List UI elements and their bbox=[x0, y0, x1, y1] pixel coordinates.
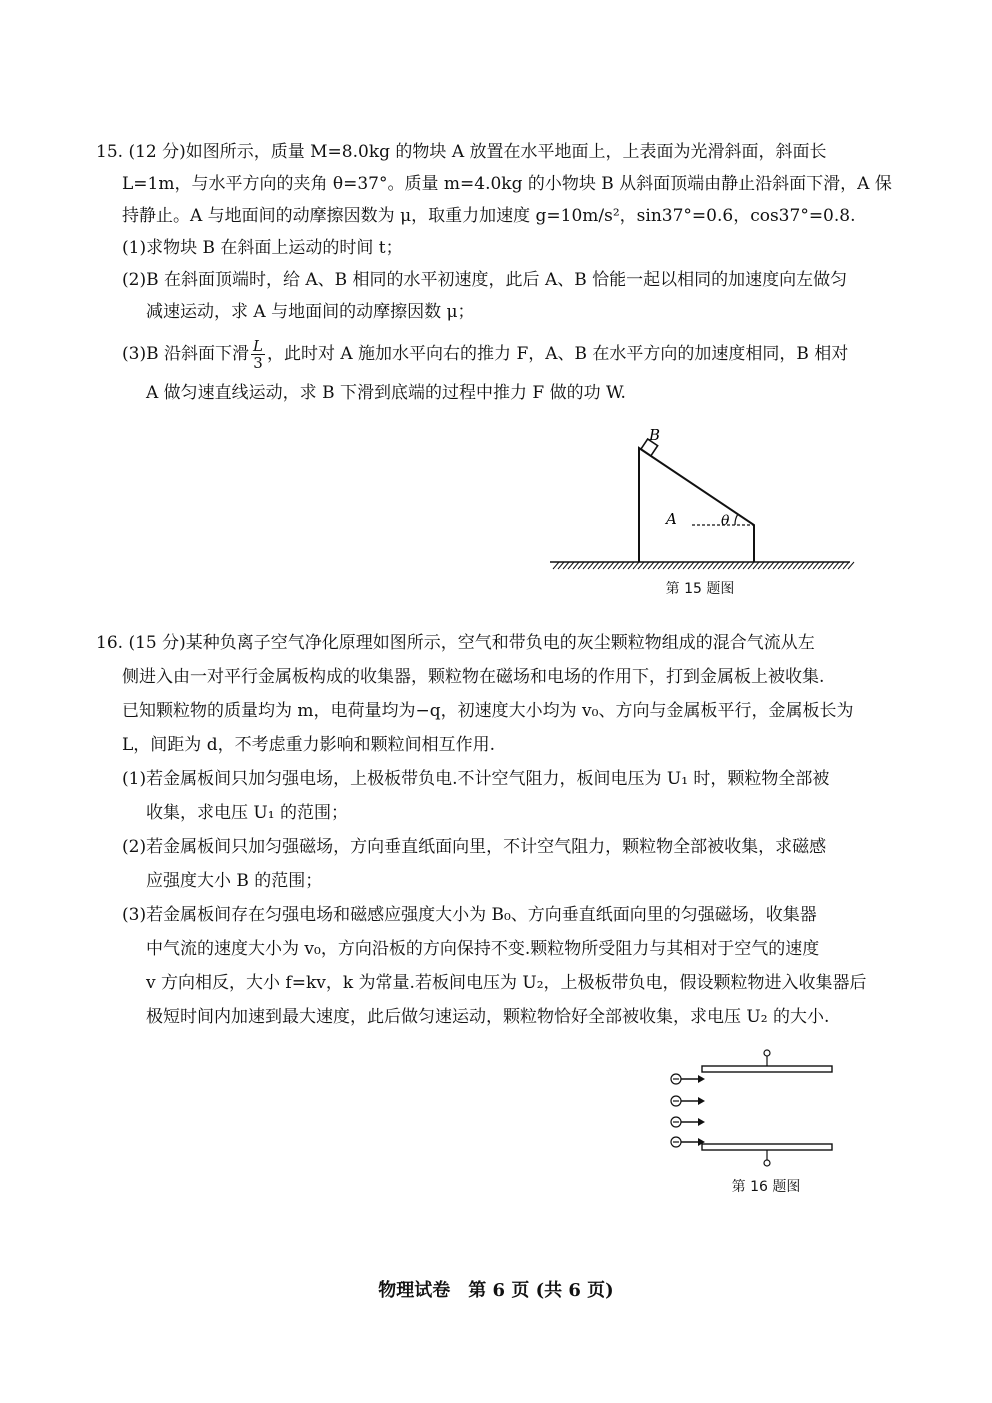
hatch-line bbox=[798, 562, 804, 569]
hatch-line bbox=[808, 562, 814, 569]
q15-part-3a bbox=[96, 338, 896, 371]
particle-row-2 bbox=[671, 1096, 705, 1106]
block-a-outline bbox=[639, 448, 754, 562]
hatch-line bbox=[713, 562, 719, 569]
hatch-line bbox=[703, 562, 709, 569]
hatch-line bbox=[833, 562, 839, 569]
hatch-line bbox=[788, 562, 794, 569]
hatch-line bbox=[823, 562, 829, 569]
question-16 bbox=[96, 626, 896, 1034]
hatch-line bbox=[778, 562, 784, 569]
hatch-line bbox=[558, 562, 564, 569]
particle-row-4 bbox=[671, 1137, 705, 1147]
q15-line-1: 15. (12 分)如图所示，质量 M=8.0kg 的物块 A 放置在水平地面上，上表面为光滑斜面，斜面长 bbox=[96, 142, 827, 162]
figure-16-collector bbox=[660, 1044, 850, 1174]
hatch-line bbox=[628, 562, 634, 569]
q15-part-1: (1)求物块 B 在斜面上运动的时间 t； bbox=[122, 238, 403, 258]
hatch-line bbox=[748, 562, 754, 569]
hatch-line bbox=[698, 562, 704, 569]
hatch-line bbox=[838, 562, 844, 569]
hatch-line bbox=[598, 562, 604, 569]
upper-plate bbox=[702, 1050, 832, 1072]
q16-line-3: 已知颗粒物的质量均为 m，电荷量均为−q，初速度大小均为 v₀、方向与金属板平行，金属板长为 bbox=[122, 701, 854, 721]
hatch-line bbox=[618, 562, 624, 569]
hatch-line bbox=[813, 562, 819, 569]
q16-part-2a: (2)若金属板间只加匀强磁场，方向垂直纸面向里，不计空气阻力，颗粒物全部被收集，求磁感 bbox=[122, 837, 827, 857]
hatch-line bbox=[663, 562, 669, 569]
hatch-line bbox=[603, 562, 609, 569]
page-footer: 物理试卷 第 6 页 (共 6 页) bbox=[378, 1280, 614, 1301]
q16-line-4: L，间距为 d，不考虑重力影响和颗粒间相互作用. bbox=[122, 735, 495, 755]
hatch-line bbox=[563, 562, 569, 569]
hatch-line bbox=[723, 562, 729, 569]
hatch-line bbox=[658, 562, 664, 569]
hatch-line bbox=[768, 562, 774, 569]
hatch-line bbox=[673, 562, 679, 569]
hatch-line bbox=[693, 562, 699, 569]
label-theta: θ bbox=[721, 513, 730, 529]
figure-16-caption: 第 16 题图 bbox=[731, 1179, 801, 1195]
hatch-line bbox=[668, 562, 674, 569]
hatch-line bbox=[638, 562, 644, 569]
q16-part-3d: 极短时间内加速到最大速度，此后做匀速运动，颗粒物恰好全部被收集，求电压 U₂ 的大小. bbox=[146, 1007, 830, 1027]
q16-line-1: 16. (15 分)某种负离子空气净化原理如图所示，空气和带负电的灰尘颗粒物组成的混合气流从左 bbox=[96, 633, 815, 653]
q15-part-2b: 减速运动，求 A 与地面间的动摩擦因数 μ； bbox=[146, 302, 475, 322]
hatch-line bbox=[643, 562, 649, 569]
q15-part-3b: A 做匀速直线运动，求 B 下滑到底端的过程中推力 F 做的功 W. bbox=[146, 383, 626, 403]
fraction-l-over-3 bbox=[251, 338, 265, 371]
hatch-line bbox=[608, 562, 614, 569]
hatch-line bbox=[743, 562, 749, 569]
q16-part-3c: v 方向相反，大小 f=kv，k 为常量.若板间电压为 U₂，上极板带负电，假设颗粒物进入收集器后 bbox=[146, 973, 867, 993]
q15-part-3-prefix: (3)B 沿斜面下滑 bbox=[122, 344, 249, 364]
hatch-line bbox=[688, 562, 694, 569]
q16-part-2b: 应强度大小 B 的范围； bbox=[146, 871, 323, 891]
hatch-line bbox=[733, 562, 739, 569]
figure-15-caption: 第 15 题图 bbox=[665, 581, 735, 597]
q16-part-1a: (1)若金属板间只加匀强电场，上极板带负电.不计空气阻力，板间电压为 U₁ 时，颗粒物全部被 bbox=[122, 769, 830, 789]
hatch-line bbox=[828, 562, 834, 569]
angle-arc bbox=[735, 514, 738, 525]
particle-row-1 bbox=[671, 1074, 705, 1084]
hatch-line bbox=[793, 562, 799, 569]
fraction-denominator: 3 bbox=[253, 354, 263, 372]
hatch-line bbox=[633, 562, 639, 569]
figure-15-incline bbox=[545, 424, 865, 574]
hatch-line bbox=[738, 562, 744, 569]
q16-part-3a: (3)若金属板间存在匀强电场和磁感应强度大小为 B₀、方向垂直纸面向里的匀强磁场，收集器 bbox=[122, 905, 817, 925]
hatch-line bbox=[623, 562, 629, 569]
fraction-numerator: L bbox=[252, 337, 263, 355]
hatch-line bbox=[763, 562, 769, 569]
hatch-line bbox=[573, 562, 579, 569]
label-a: A bbox=[666, 510, 677, 528]
hatch-line bbox=[843, 562, 849, 569]
lower-plate bbox=[702, 1144, 832, 1166]
hatch-line bbox=[783, 562, 789, 569]
q16-part-3b: 中气流的速度大小为 v₀，方向沿板的方向保持不变.颗粒物所受阻力与其相对于空气的速度 bbox=[146, 939, 820, 959]
hatch-line bbox=[818, 562, 824, 569]
hatch-line bbox=[803, 562, 809, 569]
hatch-line bbox=[708, 562, 714, 569]
particle-row-3 bbox=[671, 1117, 705, 1127]
hatch-line bbox=[718, 562, 724, 569]
q15-part-2a: (2)B 在斜面顶端时，给 A、B 相同的水平初速度，此后 A、B 恰能一起以相同的加速度向左做匀 bbox=[122, 270, 848, 290]
q15-line-3: 持静止。A 与地面间的动摩擦因数为 μ，取重力加速度 g=10m/s²，sin37°=0.6，cos37°=0.8. bbox=[122, 206, 856, 226]
hatch-line bbox=[683, 562, 689, 569]
hatch-line bbox=[753, 562, 759, 569]
hatch-line bbox=[613, 562, 619, 569]
hatch-line bbox=[648, 562, 654, 569]
ground-hatching bbox=[550, 562, 854, 569]
q15-part-3-suffix: ，此时对 A 施加水平向右的推力 F，A、B 在水平方向的加速度相同，B 相对 bbox=[266, 344, 849, 364]
hatch-line bbox=[553, 562, 559, 569]
q16-part-1b: 收集，求电压 U₁ 的范围； bbox=[146, 803, 348, 823]
hatch-line bbox=[848, 562, 854, 569]
hatch-line bbox=[678, 562, 684, 569]
hatch-line bbox=[568, 562, 574, 569]
hatch-line bbox=[588, 562, 594, 569]
hatch-line bbox=[773, 562, 779, 569]
hatch-line bbox=[653, 562, 659, 569]
hatch-line bbox=[758, 562, 764, 569]
hatch-line bbox=[728, 562, 734, 569]
label-b: B bbox=[649, 426, 661, 444]
q15-line-2: L=1m，与水平方向的夹角 θ=37°。质量 m=4.0kg 的小物块 B 从斜面顶端由静止沿斜面下滑，A 保 bbox=[122, 174, 892, 194]
hatch-line bbox=[578, 562, 584, 569]
question-15 bbox=[96, 136, 896, 409]
q16-line-2: 侧进入由一对平行金属板构成的收集器，颗粒物在磁场和电场的作用下，打到金属板上被收集. bbox=[122, 667, 825, 687]
hatch-line bbox=[583, 562, 589, 569]
hatch-line bbox=[593, 562, 599, 569]
